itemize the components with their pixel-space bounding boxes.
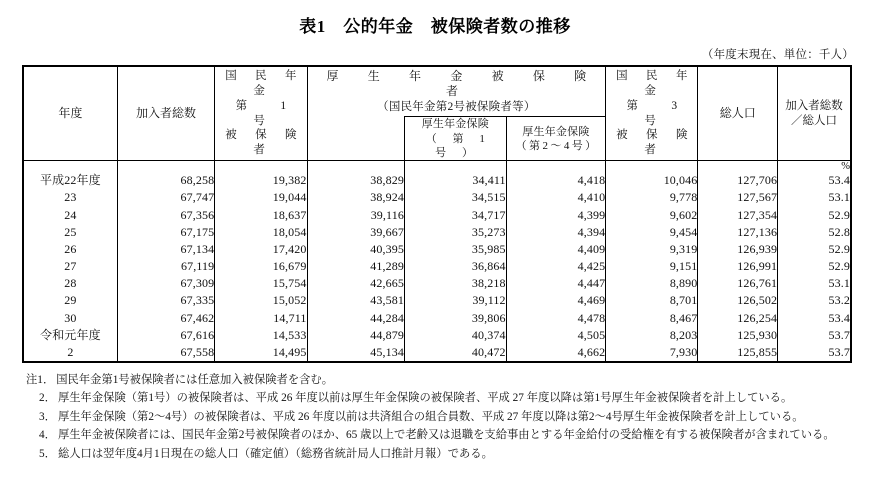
table-cell-kokumin3: 9,151: [606, 258, 698, 275]
table-cell-kosei24: 4,409: [506, 241, 606, 258]
table-cell-kosei1: 35,273: [404, 224, 506, 241]
table-cell-kokumin3: 8,203: [606, 327, 698, 344]
header-total-members: 加入者総数: [117, 66, 214, 161]
table-cell-kosei-total: 39,116: [307, 207, 404, 224]
table-header: [23, 66, 851, 161]
footnote-text: 厚生年金被保険者には、国民年金第2号被保険者のほか、65 歳以上で老齢又は退職を支給事由とする年金給付の受給権を有する被保険者が含まれている。: [57, 429, 835, 442]
table-cell-kokumin1: 19,044: [215, 189, 307, 206]
footnote: [26, 390, 850, 408]
table-cell-ratio: 53.4: [778, 310, 851, 327]
table-cell-population: 126,502: [698, 292, 778, 309]
footnote-label: 3．: [39, 410, 56, 423]
table-row: [23, 224, 851, 241]
table-cell-kokumin1: 17,420: [215, 241, 307, 258]
table-cell-year: 27: [23, 258, 117, 275]
table-cell-kosei24: 4,447: [506, 275, 606, 292]
table-row: [23, 327, 851, 344]
unit-marker-row: [23, 161, 851, 173]
table-cell-kosei-total: 38,924: [307, 189, 404, 206]
table-cell-kokumin3: 10,046: [606, 172, 698, 189]
table-cell-ratio: 52.9: [778, 241, 851, 258]
table-cell-kosei-total: 38,829: [307, 172, 404, 189]
table-cell-kokumin3: 9,778: [606, 189, 698, 206]
table-cell-total: 67,335: [117, 292, 214, 309]
table-cell-total: 67,309: [117, 275, 214, 292]
table-cell-total: 67,134: [117, 241, 214, 258]
table-cell-kosei-total: 44,284: [307, 310, 404, 327]
table-cell-year: 30: [23, 310, 117, 327]
table-row: [23, 207, 851, 224]
page-title: 表1 公的年金 被保険者数の推移: [299, 17, 571, 36]
unit-blank-total: [117, 161, 214, 173]
table-cell-ratio: 53.2: [778, 292, 851, 309]
header-kokumin-1-line3: 被 保 険 者: [225, 129, 315, 157]
table-cell-year: 23: [23, 189, 117, 206]
table-cell-kosei1: 34,515: [404, 189, 506, 206]
table-row: [23, 241, 851, 258]
table-body: [23, 161, 851, 362]
table-cell-kokumin3: 9,602: [606, 207, 698, 224]
table-cell-kosei1: 34,717: [404, 207, 506, 224]
table-cell-kosei24: 4,394: [506, 224, 606, 241]
table-container: [22, 65, 852, 363]
footnote-text: 総人口は翌年度4月1日現在の総人口（確定値）（総務省統計局人口推計月報）である。: [57, 447, 493, 460]
table-cell-ratio: 52.8: [778, 224, 851, 241]
table-cell-kokumin1: 16,679: [215, 258, 307, 275]
table-cell-kokumin1: 15,754: [215, 275, 307, 292]
table-cell-kosei-total: 43,581: [307, 292, 404, 309]
table-cell-kokumin3: 7,930: [606, 344, 698, 362]
footnote: [26, 409, 850, 427]
table-page: [0, 12, 870, 492]
table-cell-ratio: 52.9: [778, 207, 851, 224]
table-cell-kosei24: 4,399: [506, 207, 606, 224]
table-cell-kokumin1: 19,382: [215, 172, 307, 189]
table-cell-year: 26: [23, 241, 117, 258]
table-row: [23, 258, 851, 275]
table-cell-kokumin3: 9,454: [606, 224, 698, 241]
table-cell-total: 67,175: [117, 224, 214, 241]
table-cell-kosei1: 35,985: [404, 241, 506, 258]
footnote-label: 2．: [39, 392, 56, 405]
header-kosei-total: [307, 117, 404, 161]
table-cell-population: 127,706: [698, 172, 778, 189]
table-cell-kosei1: 38,218: [404, 275, 506, 292]
header-kokumin-1-line2: 第 1 号: [235, 99, 320, 127]
table-row: [23, 292, 851, 309]
table-cell-kosei24: 4,418: [506, 172, 606, 189]
table-cell-kokumin1: 18,054: [215, 224, 307, 241]
table-cell-population: 126,939: [698, 241, 778, 258]
table-cell-ratio: 53.1: [778, 189, 851, 206]
table-bottom-rule: [23, 362, 851, 363]
table-cell-kokumin1: 14,495: [215, 344, 307, 362]
header-row-1: [23, 66, 851, 117]
header-kokumin-3-line2: 第 3 号: [626, 99, 711, 127]
table-cell-kokumin1: 18,637: [215, 207, 307, 224]
unit-blank-kokumin1: [215, 161, 307, 173]
table-cell-kosei1: 39,112: [404, 292, 506, 309]
header-ratio: [778, 66, 851, 161]
header-kosei-group-line1: 厚 生 年 金 被 保 険 者: [326, 69, 616, 98]
table-cell-kokumin3: 8,701: [606, 292, 698, 309]
footnote-label: 注1．: [26, 373, 55, 386]
header-kosei-sub1-line2: （ 第 1 号 ）: [425, 132, 501, 159]
table-cell-kokumin1: 14,533: [215, 327, 307, 344]
table-cell-kosei-total: 42,665: [307, 275, 404, 292]
table-cell-population: 127,354: [698, 207, 778, 224]
header-kosei-sub2-line1: 厚生年金保険: [522, 125, 590, 138]
table-cell-kosei-total: 39,667: [307, 224, 404, 241]
unit-blank-population: [698, 161, 778, 173]
table-cell-population: 125,855: [698, 344, 778, 362]
table-cell-total: 67,356: [117, 207, 214, 224]
table-cell-kokumin1: 14,711: [215, 310, 307, 327]
footnote-text: 国民年金第1号被保険者には任意加入被保険者を含む。: [56, 373, 334, 386]
header-kosei-sub2-line2: （第2～4号）: [515, 139, 599, 152]
table-cell-total: 67,558: [117, 344, 214, 362]
table-cell-kosei1: 39,806: [404, 310, 506, 327]
table-cell-kosei24: 4,505: [506, 327, 606, 344]
header-kosei-sub1: [404, 117, 506, 161]
table-cell-kosei24: 4,478: [506, 310, 606, 327]
table-cell-year: 24: [23, 207, 117, 224]
table-cell-population: 127,136: [698, 224, 778, 241]
header-kosei-sub2: [506, 117, 606, 161]
table-cell-year: 25: [23, 224, 117, 241]
table-cell-kosei1: 36,864: [404, 258, 506, 275]
table-cell-ratio: 53.7: [778, 327, 851, 344]
header-kokumin-1: [215, 66, 320, 161]
unit-blank-year: [23, 161, 117, 173]
table-cell-kosei1: 34,411: [404, 172, 506, 189]
table-cell-kosei24: 4,469: [506, 292, 606, 309]
table-cell-total: 67,119: [117, 258, 214, 275]
table-cell-population: 126,761: [698, 275, 778, 292]
header-kokumin-3-line3: 被 保 険 者: [616, 129, 706, 157]
header-kosei-group: [307, 66, 616, 117]
table-cell-kokumin3: 8,467: [606, 310, 698, 327]
table-cell-ratio: 53.4: [778, 172, 851, 189]
footnote: [26, 372, 850, 390]
table-row: [23, 310, 851, 327]
header-kokumin-3: [606, 66, 711, 161]
table-cell-kokumin3: 9,319: [606, 241, 698, 258]
table-cell-population: 127,567: [698, 189, 778, 206]
table-cell-year: 29: [23, 292, 117, 309]
table-cell-ratio: 53.1: [778, 275, 851, 292]
table-cell-total: 67,462: [117, 310, 214, 327]
table-cell-total: 68,258: [117, 172, 214, 189]
header-ratio-line1: 加入者総数: [785, 99, 843, 112]
percent-unit-marker: %: [778, 161, 851, 173]
table-cell-kosei-total: 44,879: [307, 327, 404, 344]
header-kokumin-3-line1: 国 民 年 金: [616, 70, 706, 98]
unit-blank-kokumin3: [606, 161, 698, 173]
header-kokumin-1-line1: 国 民 年 金: [225, 70, 315, 98]
table-cell-population: 126,254: [698, 310, 778, 327]
table-cell-year: 令和元年度: [23, 327, 117, 344]
table-cell-kosei1: 40,472: [404, 344, 506, 362]
table-cell-kosei-total: 45,134: [307, 344, 404, 362]
table-cell-kosei24: 4,662: [506, 344, 606, 362]
unit-blank-kosei-total: [307, 161, 404, 173]
footnote-text: 厚生年金保険（第2～4号）の被保険者は、平成 26 年度以前は共済組合の組合員数、平成 27 年度以降は第2～4号厚生年金被保険者を計上している。: [57, 410, 804, 423]
table-row: [23, 275, 851, 292]
header-kosei-sub1-line1: 厚生年金保険: [421, 118, 489, 131]
table-row: [23, 172, 851, 189]
table-cell-ratio: 52.9: [778, 258, 851, 275]
footnote: [26, 427, 850, 445]
table-cell-kosei-total: 40,395: [307, 241, 404, 258]
table-cell-kosei24: 4,410: [506, 189, 606, 206]
table-cell-kosei1: 40,374: [404, 327, 506, 344]
footnote-label: 4．: [39, 429, 56, 442]
unit-blank-kosei1: [404, 161, 506, 173]
table-footer-border: [23, 362, 851, 363]
header-year: 年度: [23, 66, 117, 161]
pension-insured-table: [22, 65, 852, 363]
table-cell-kosei24: 4,425: [506, 258, 606, 275]
table-cell-year: 平成22年度: [23, 172, 117, 189]
table-cell-total: 67,747: [117, 189, 214, 206]
table-cell-year: 28: [23, 275, 117, 292]
table-cell-year: 2: [23, 344, 117, 362]
unit-blank-kosei24: [506, 161, 606, 173]
footnotes: [26, 372, 850, 464]
table-cell-kosei-total: 41,289: [307, 258, 404, 275]
header-ratio-line2: ／総人口: [791, 114, 838, 127]
table-cell-population: 126,991: [698, 258, 778, 275]
table-row: [23, 344, 851, 362]
header-population: 総人口: [698, 66, 778, 161]
unit-caption: （年度末現在、単位：千人）: [701, 49, 854, 61]
footnote-label: 5．: [39, 447, 56, 460]
footnote-text: 厚生年金保険（第1号）の被保険者は、平成 26 年度以前は厚生年金保険の被保険者、平成 27 年度以降は第1号厚生年金被保険者を計上している。: [57, 392, 793, 405]
footnote: [26, 446, 850, 464]
table-cell-kokumin3: 8,890: [606, 275, 698, 292]
header-kosei-group-line2: （国民年金第2号被保険者等）: [377, 101, 536, 113]
table-cell-population: 125,930: [698, 327, 778, 344]
table-row: [23, 189, 851, 206]
table-cell-ratio: 53.7: [778, 344, 851, 362]
table-cell-kokumin1: 15,052: [215, 292, 307, 309]
table-cell-total: 67,616: [117, 327, 214, 344]
